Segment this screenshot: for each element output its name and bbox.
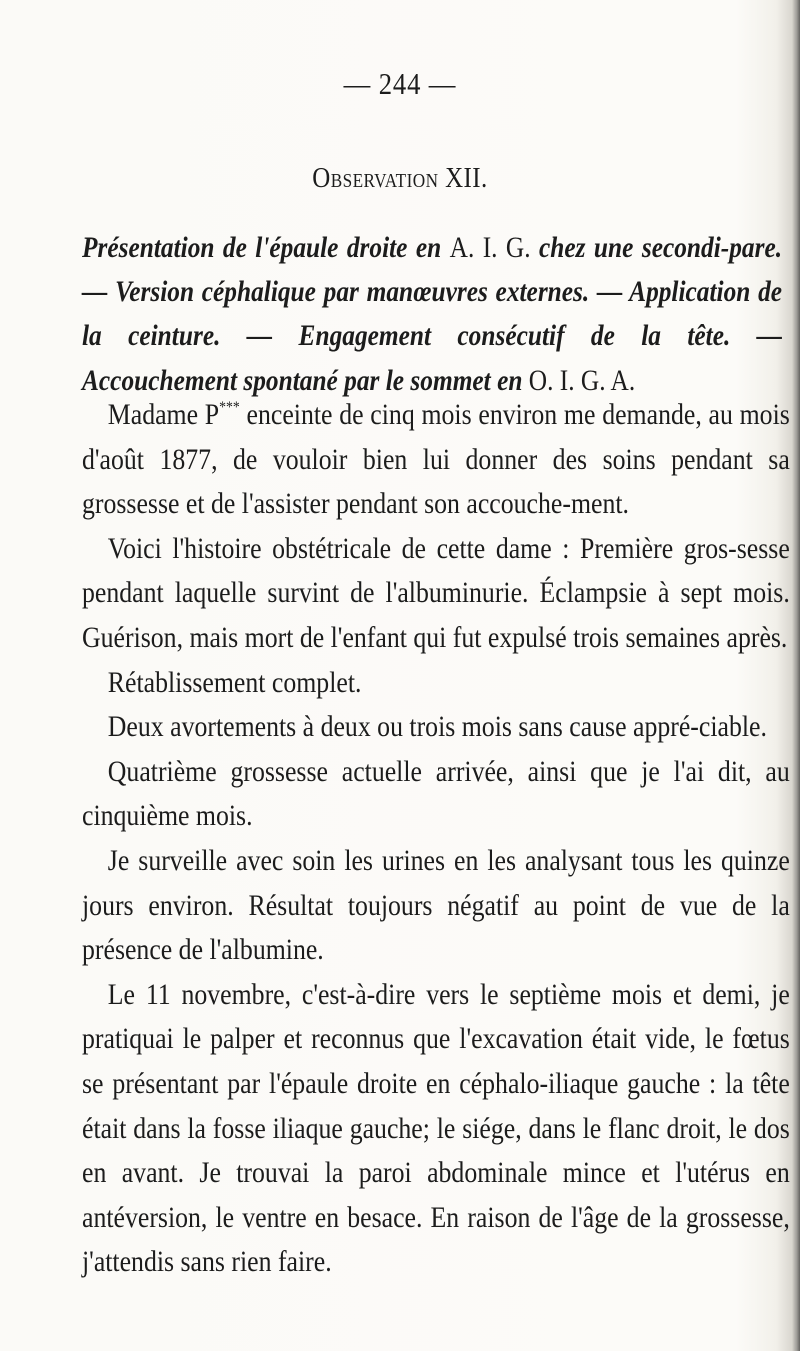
paragraph-1-rest: enceinte de cinq mois environ me demande, au mois d'août 1877, de vouloir bien lui donner des soins pendant sa grossesse et de l'assister pendant son accouche-ment. <box>82 398 790 521</box>
case-summary <box>82 226 782 403</box>
paragraph-1-start: Madame P <box>107 398 220 431</box>
summary-text-1: Présentation de l'épaule droite en <box>82 232 450 264</box>
observation-title: Observation XII. <box>312 162 488 194</box>
summary-abbrev-2: O. I. G. A. <box>528 364 636 397</box>
paragraph-2: Voici l'histoire obstétricale de cette dame : Première gros-sesse pendant laquelle survint de l'albuminurie. Éclampsie à sept mois. Guérison, mais mort de l'enfant qui fut expulsé trois semaines après. <box>82 531 790 654</box>
summary-abbrev-1: A. I. G. <box>449 232 531 264</box>
paragraph-5: Quatrième grossesse actuelle arrivée, ainsi que je l'ai dit, au cinquième mois. <box>82 754 790 833</box>
paragraph-3: Rétablissement complet. <box>107 665 362 699</box>
page-edge-shadow <box>792 0 800 1351</box>
asterisks: *** <box>219 399 240 416</box>
observation-body <box>82 393 790 1285</box>
summary-text-2: chez une secondi-pare. — Version céphalique par manœuvres externes. — Application de la ceinture. — Engagement consécutif de la tête. — Accouchement spontané par le sommet en <box>82 232 783 397</box>
paragraph-7: Le 11 novembre, c'est-à-dire vers le septième mois et demi, je pratiquai le palper et reconnus que l'excavation était vide, le fœtus se présentant par l'épaule droite en céphalo-iliaque gauche : la tête était dans la fosse iliaque gauche; le siége, dans le flanc droit, le dos en avant. Je trouvai la paroi abdominale mince et l'utérus en antéversion, le ventre en besace. En raison de l'âge de la grossesse, j'attendis sans rien faire. <box>82 977 790 1279</box>
page-number: — 244 — <box>343 66 457 101</box>
paragraph-4: Deux avortements à deux ou trois mois sans cause appré-ciable. <box>107 710 767 744</box>
paragraph-6: Je surveille avec soin les urines en les analysant tous les quinze jours environ. Résultat toujours négatif au point de vue de la présence de l'albumine. <box>82 843 790 967</box>
paragraph-1 <box>82 393 790 527</box>
